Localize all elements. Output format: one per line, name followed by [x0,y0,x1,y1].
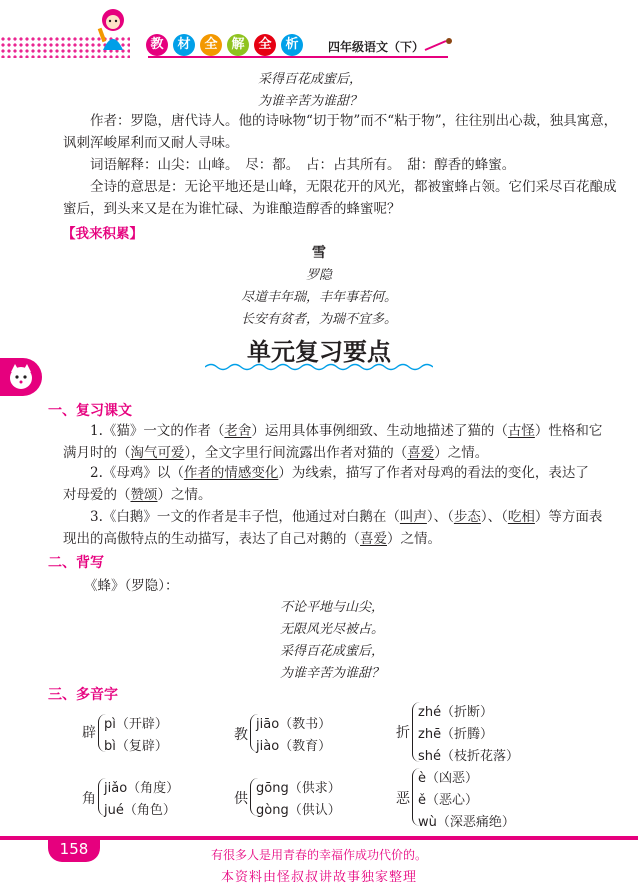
recite-line: 采得百花成蜜后， [280,644,385,659]
title-char-badge: 全 [254,34,276,56]
section-heading: 三、多音字 [48,687,118,703]
polyphone-reading: ě（恶心） [418,793,478,808]
recite-line: 无限风光尽被占。 [280,622,385,637]
title-char-badge: 材 [173,34,195,56]
polyphone-reading: è（凶恶） [418,771,478,786]
polyphone-reading: zhé（折断） [418,705,494,720]
polyphone-reading: jiào（教育） [256,739,332,754]
poem-meaning: 全诗的意思是：无论平地还是山峰，无限花开的风光，都被蜜蜂占领。它们采尽百花酿成蜜后，到头来又是在为谁忙碌、为谁酿造醇香的蜂蜜呢？ [63,179,617,217]
recite-line: 不论平地与山尖， [280,600,385,615]
side-tab [0,358,42,396]
title-char-badge: 全 [200,34,222,56]
polyphone-char: 恶 [396,791,410,807]
title-char-badge: 析 [281,34,303,56]
polyphone-reading: gòng（供认） [256,803,341,818]
polyphone-char: 教 [234,727,248,743]
unit-title: 单元复习要点 [247,338,391,366]
polyphone-reading: wù（深恶痛绝） [418,815,515,830]
polyphone-reading: jiāo（教书） [256,717,332,732]
fox-mascot-icon [6,362,36,392]
page-number: 158 [48,836,100,862]
title-char-badge: 教 [146,34,168,56]
recite-source: 《蜂》（罗隐）： [84,578,179,594]
polyphone-reading: gōng（供求） [256,781,341,796]
recite-line: 为谁辛苦为谁甜？ [280,666,385,681]
polyphone-reading: pì（开辟） [104,717,168,732]
footer-credit: 本资料由怪叔叔讲故事独家整理 [220,870,417,885]
polyphone-char: 辟 [82,725,96,741]
polyphone-reading: bì（复辟） [104,739,168,754]
mascot-icon [96,6,130,52]
review-item-3: 3.《白鹅》一文的作者是丰子恺，他通过对白鹅在（叫声）、（步态）、（吃相）等方面表 现出的高傲特点的生动描写，表达了自己对鹅的（喜爱）之情。 [63,509,603,547]
polyphone-char: 折 [396,725,410,741]
accumulate-poem-line: 长安有贫者，为瑞不宜多。 [240,312,397,327]
accumulate-poem-author: 罗隐 [305,268,332,283]
polyphone-reading: jué（角色） [104,803,176,818]
poem-line: 为谁辛苦为谁甜？ [258,94,363,109]
section-heading: 一、复习课文 [48,403,132,419]
header-rule [148,56,448,58]
polyphone-reading: jiǎo（角度） [104,781,180,796]
footer-motto: 有很多人是用青春的幸福作成功代价的。 [210,848,427,862]
review-item-1: 1.《猫》一文的作者（老舍）运用具体事例细致、生动地描述了猫的（古怪）性格和它 满月时的（淘气可爱），全文字里行间流露出作者对猫的（喜爱）之情。 [63,423,603,461]
review-item-2: 2.《母鸡》以（作者的情感变化）为线索，描写了作者对母鸡的看法的变化，表达了 对母爱的（赞颂）之情。 [63,465,589,503]
accumulate-tag: 【我来积累】 [62,226,143,242]
glossary: 词语解释：山尖：山峰。 尽：都。 占：占其所有。 甜：醇香的蜂蜜。 [90,157,516,173]
poem-line: 采得百花成蜜后， [258,72,363,87]
title-underline-wave [205,362,433,372]
grade-label: 四年级语文（下） [328,40,425,54]
polyphone-char: 角 [82,791,96,807]
accumulate-poem-title: 雪 [312,245,326,261]
accumulate-poem-line: 尽道丰年瑞，丰年事若何。 [240,290,397,305]
pen-icon [424,38,454,52]
title-char-badge: 解 [227,34,249,56]
author-note: 作者：罗隐，唐代诗人。他的诗咏物“切于物”而不“粘于物”，往往别出心裁，独具寓意，讽刺浑峻犀利而又耐人寻味。 [63,113,618,151]
polyphone-char: 供 [234,791,248,807]
polyphone-reading: shé（枝折花落） [418,749,520,764]
polyphone-reading: zhē（折腾） [418,727,494,742]
section-heading: 二、背写 [48,555,104,571]
